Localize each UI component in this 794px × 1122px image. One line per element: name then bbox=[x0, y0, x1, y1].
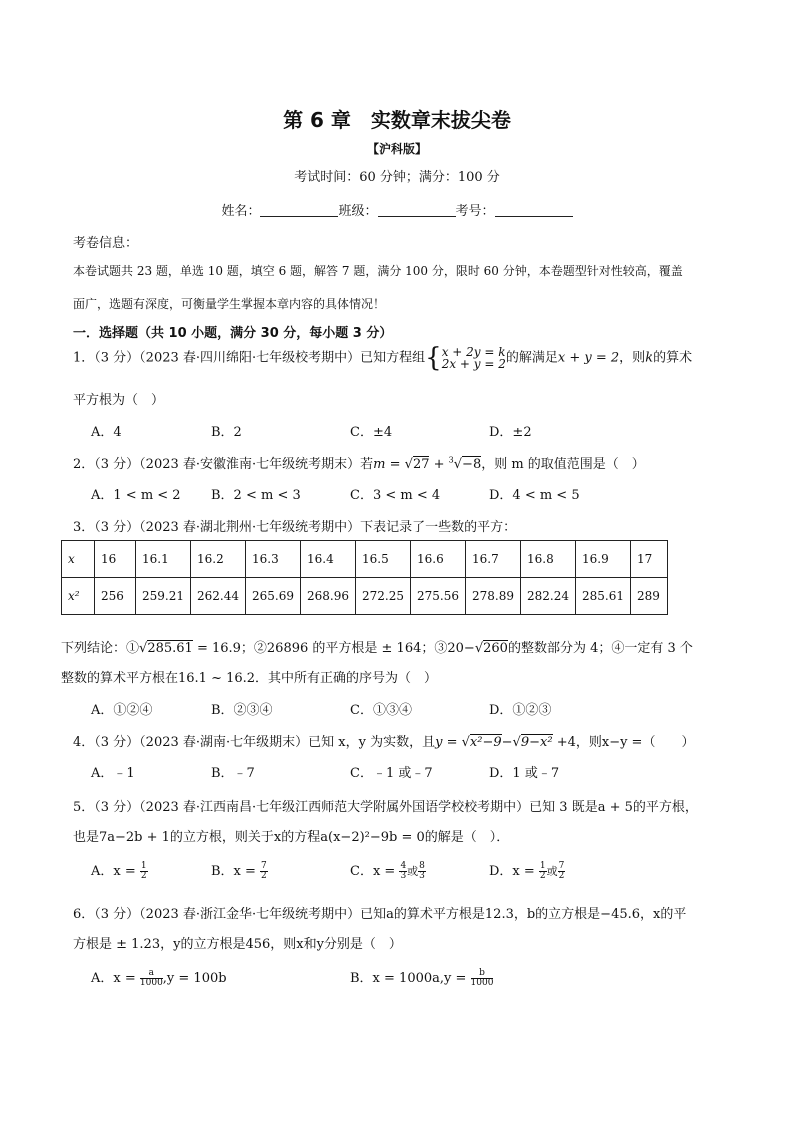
intro-heading: 考卷信息： bbox=[73, 236, 139, 251]
q6-option-a[interactable]: A．x = $\frac{a}{1000}$ ,y = 100b bbox=[91, 968, 227, 988]
q6-option-b[interactable]: B．x = 1000a,y = $\frac{b}{1000}$ bbox=[350, 968, 494, 988]
name-label: 姓名： bbox=[221, 204, 261, 219]
question-2: 2．（3 分）（2023 春·安徽淮南·七年级统考期末）若m = √27 + $^3$√−8，则 m 的取值范围是（ ） bbox=[73, 455, 645, 472]
page-title: 第 6 章 实数章末拔尖卷 bbox=[283, 108, 511, 132]
q1-option-b[interactable]: B．2 bbox=[211, 425, 242, 440]
number-blank[interactable] bbox=[495, 203, 573, 217]
name-blank[interactable] bbox=[260, 203, 338, 217]
q1-option-a[interactable]: A．4 bbox=[91, 425, 122, 440]
question-1: 1．（3 分）（2023 春·四川绵阳·七年级校考期中）已知方程组{ x + 2y = k 2x + y = 2 的解满足x + y = 2，则k的算术 bbox=[73, 343, 693, 373]
section-1-heading: 一．选择题（共 10 小题，满分 30 分，每小题 3 分） bbox=[73, 326, 393, 341]
class-label: 班级： bbox=[338, 204, 378, 219]
number-label: 考号： bbox=[455, 204, 495, 219]
question-4: 4．（3 分）（2023 春·湖南·七年级期末）已知 x，y 为实数，且y = √x²−9−√9−x² +4，则x−y =（ ） bbox=[73, 735, 695, 750]
q3-option-c[interactable]: C．①③④ bbox=[350, 703, 412, 718]
q2-option-d[interactable]: D．4 < m < 5 bbox=[489, 488, 580, 503]
squares-table bbox=[61, 540, 668, 615]
question-6: 6．（3 分）（2023 春·浙江金华·七年级统考期中）已知a的算术平方根是12.3，b的立方根是−45.6，x的平 bbox=[73, 907, 687, 922]
q4-option-b[interactable]: B．﹣7 bbox=[211, 766, 255, 781]
q4-option-d[interactable]: D．1 或﹣7 bbox=[489, 766, 560, 781]
table-row: x² 256 259.21 262.44 265.69 268.96 272.25 275.56 278.89 282.24 285.61 289 bbox=[62, 578, 668, 615]
q5-option-c[interactable]: C．x = $\frac{4}{3}$ 或 $\frac{8}{3}$ bbox=[350, 861, 425, 881]
question-3: 3．（3 分）（2023 春·湖北荆州·七年级统考期中）下表记录了一些数的平方： bbox=[73, 520, 517, 535]
equation-system: x + 2y = k 2x + y = 2 bbox=[441, 345, 506, 371]
table-row: x 16 16.1 16.2 16.3 16.4 16.5 16.6 16.7 16.8 16.9 17 bbox=[62, 541, 668, 578]
q1-option-c[interactable]: C．±4 bbox=[350, 425, 393, 440]
question-6-line-2: 方根是 ± 1.23，y的立方根是456，则x和y分别是（ ） bbox=[73, 937, 402, 952]
q2-option-b[interactable]: B．2 < m < 3 bbox=[211, 488, 301, 503]
intro-line-1: 本卷试题共 23 题，单选 10 题，填空 6 题，解答 7 题，满分 100 分，限时 60 分钟，本卷题型针对性较高，覆盖 bbox=[73, 264, 683, 278]
q2-option-a[interactable]: A．1 < m < 2 bbox=[91, 488, 181, 503]
q3-option-d[interactable]: D．①②③ bbox=[489, 703, 552, 718]
q3-option-b[interactable]: B．②③④ bbox=[211, 703, 273, 718]
intro-line-2: 面广，选题有深度，可衡量学生掌握本章内容的具体情况！ bbox=[73, 297, 386, 311]
exam-info: 考试时间：60 分钟；满分：100 分 bbox=[294, 170, 500, 185]
q4-option-c[interactable]: C．﹣1 或﹣7 bbox=[350, 766, 433, 781]
question-3-conclusions: 下列结论：①√285.61 = 16.9；②26896 的平方根是 ± 164；③20−√260的整数部分为 4；④一定有 3 个 bbox=[61, 641, 693, 656]
q5-option-a[interactable]: A．x = $\frac{1}{2}$ bbox=[91, 861, 147, 881]
q4-option-a[interactable]: A．﹣1 bbox=[91, 766, 135, 781]
q5-option-d[interactable]: D．x = $\frac{1}{2}$ 或 $\frac{7}{2}$ bbox=[489, 861, 565, 881]
question-5-line-2: 也是7a−2b + 1的立方根，则关于x的方程a(x−2)²−9b = 0的解是（ ）． bbox=[73, 830, 510, 845]
class-blank[interactable] bbox=[378, 203, 456, 217]
q2-option-c[interactable]: C．3 < m < 4 bbox=[350, 488, 441, 503]
q3-option-a[interactable]: A．①②④ bbox=[91, 703, 153, 718]
q1-option-d[interactable]: D．±2 bbox=[489, 425, 532, 440]
edition-label: 【沪科版】 bbox=[366, 142, 427, 156]
student-info-line bbox=[0, 200, 794, 219]
question-5: 5．（3 分）（2023 春·江西南昌·七年级江西师范大学附属外国语学校校考期中）已知 3 既是a + 5的平方根， bbox=[73, 800, 698, 815]
q5-option-b[interactable]: B．x = $\frac{7}{2}$ bbox=[211, 861, 267, 881]
question-3-line-2: 整数的算术平方根在16.1 ~ 16.2．其中所有正确的序号为（ ） bbox=[61, 671, 438, 686]
question-1-line-2: 平方根为（ ） bbox=[73, 393, 165, 408]
